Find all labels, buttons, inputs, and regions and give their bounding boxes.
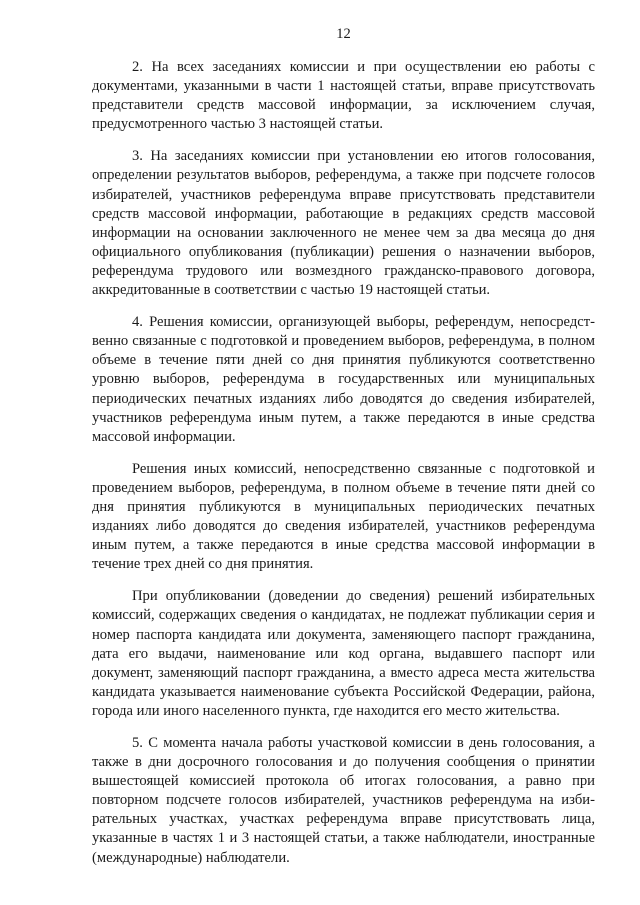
document-body (92, 58, 595, 881)
paragraph-part-5: 5. С момента начала работы участковой комиссии в день голосования, а также в дни досрочного голосования и до получения сообщения о принятии вышестоящей комиссией протокола об итогах голосования, а равно при повторном подсчете голосов избирателей, участников референдума на избирательных участках, участках референдума вправе присутствовать лица, указанные в частях 1 и 3 настоящей статьи, а также наблюдатели, иностранные (международные) наблюдатели. (92, 735, 595, 866)
paragraph-part-4-candidate-data: При опубликовании (доведении до сведения) решений избирательных комиссий, содержащих сведения о кандидатах, не подлежат публикации серия и номер паспорта кандидата или документа, заменяющего паспорт гражданина, дата его выдачи, наименование или код органа, выдавшего паспорт или документ, заменяющий паспорт гражданина, а вместо адреса места жительства кандидата указывается наименование субъекта Российской Федерации, района, города или иного населенного пункта, где находится его место жительства. (92, 588, 595, 719)
paragraph-part-2: 2. На всех заседаниях комиссии и при осуществлении ею работы с документами, указанными в части 1 настоящей статьи, вправе присутствоvать представители средств массовой информации, за исключением случая, предусмотренного частью 3 настоящей статьи. (92, 59, 595, 133)
page-number: 12 (336, 26, 351, 42)
paragraph-part-4-other-commissions: Решения иных комиссий, непосредственно связанные с подготовкой и проведением выборов, референдума, в полном объеме в течение пяти дней со дня принятия публикуются в муниципальных периодических печатных изданиях либо доводятся до сведения избирателей, участников референдума иным путем, а также передаются в иные средства массовой информации в течение трех дней со дня принятия. (92, 460, 595, 573)
paragraph-part-3: 3. На заседаниях комиссии при установлении ею итогов голосования, определении результатов выборов, референдума, а также при подсчете голосов избирателей, участников референдума вправе присутствовать представители средств массовой информации, работающие в редакциях средств массовой информации на основании заключенного не менее чем за два месяца до дня официального опубликования (публикации) решения о назначении выборов, референдума трудового или возмездного гражданско-правового договора, аккредитованные в соответствии с частью 19 настоящей статьи. (92, 148, 595, 299)
paragraph-part-4: 4. Решения комиссии, организующей выборы, референдум, непосредственно связанные с подготовкой и проведением выборов, референдума, в полном объеме в течение пяти дней со дня принятия публикуются соответственно уровню выборов, референдума в государственных или муниципальных периодических печатных изданиях либо доводятся до сведения избирателей, участников референдума иным путем, а также передаются в иные средства массовой информации. (92, 314, 595, 445)
